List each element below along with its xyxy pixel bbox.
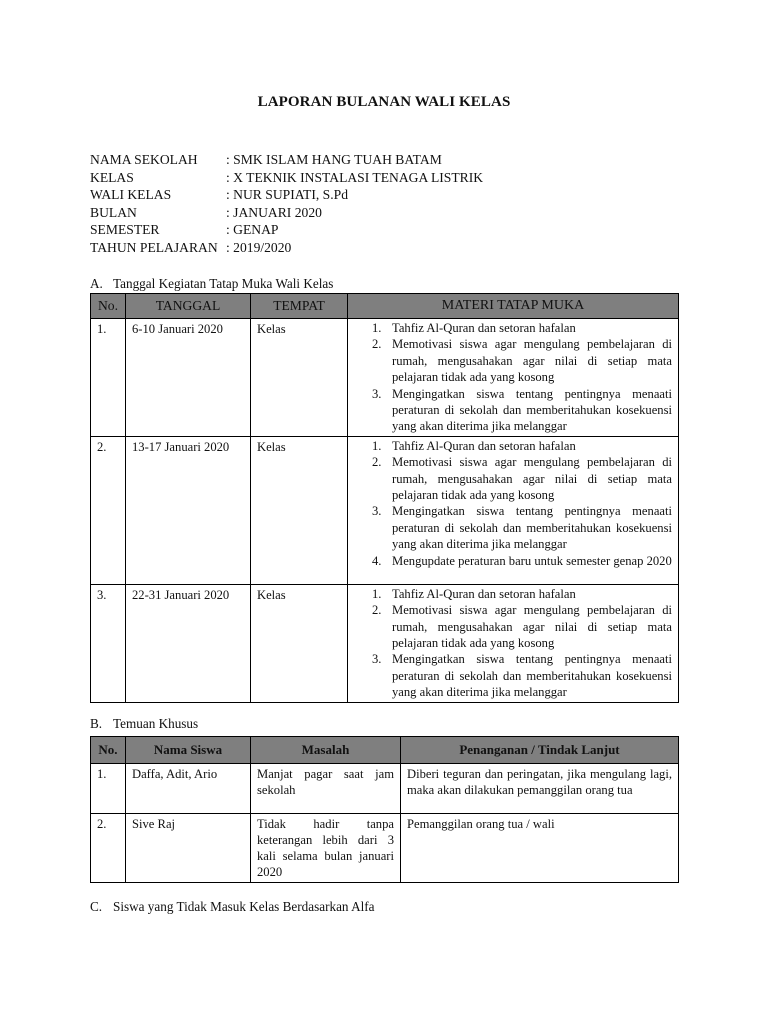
- list-text: Mengingatkan siswa tentang pentingnya menaati peraturan di sekolah dan memberitahukan kosekuensi yang akan diterima jika melanggar: [392, 652, 672, 700]
- header-material: MATERI TATAP MUKA: [348, 294, 679, 319]
- table-row: [91, 319, 679, 437]
- list-number: 2.: [372, 337, 382, 352]
- info-label: WALI KELAS: [90, 187, 172, 202]
- list-number: 3.: [372, 386, 382, 401]
- section-b-heading: [90, 716, 198, 732]
- row-material: [348, 436, 679, 584]
- list-number: 1.: [372, 321, 382, 335]
- list-item: [368, 454, 672, 503]
- list-number: 2.: [372, 455, 382, 470]
- material-list: [368, 586, 672, 701]
- section-title: Siswa yang Tidak Masuk Kelas Berdasarkan Alfa: [113, 899, 375, 914]
- header-date: TANGGAL: [126, 294, 251, 319]
- info-label: NAMA SEKOLAH: [90, 152, 198, 167]
- section-letter: B.: [90, 716, 103, 731]
- info-label: BULAN: [90, 204, 137, 220]
- info-row-school-year: [90, 239, 483, 257]
- info-value: : X TEKNIK INSTALASI TENAGA LISTRIK: [226, 169, 484, 185]
- row-problem: Manjat pagar saat jam sekolah: [251, 764, 401, 814]
- section-a-heading: [90, 276, 333, 292]
- row-date: 6-10 Januari 2020: [126, 319, 251, 437]
- table-row: [91, 764, 679, 814]
- row-problem: Tidak hadir tanpa keterangan lebih dari 3 kali selama bulan januari 2020: [251, 814, 401, 883]
- info-value: : NUR SUPIATI, S.Pd: [226, 187, 348, 202]
- school-info: [90, 151, 483, 256]
- header-student-name: Nama Siswa: [126, 737, 251, 764]
- list-item: [368, 438, 672, 454]
- table-header-row: [91, 737, 679, 764]
- table-row: [91, 814, 679, 883]
- row-number: 3.: [91, 584, 126, 702]
- list-text: Tahfiz Al-Quran dan setoran hafalan: [392, 321, 576, 335]
- list-number: 1.: [372, 586, 382, 601]
- list-item: [368, 586, 672, 602]
- info-row-class: [90, 169, 483, 187]
- list-number: 2.: [372, 603, 382, 618]
- section-letter: A.: [90, 276, 103, 291]
- header-no: No.: [91, 294, 126, 319]
- list-number: 1.: [372, 438, 382, 453]
- material-list: [368, 320, 672, 435]
- list-number: 4.: [372, 553, 382, 568]
- header-problem: Masalah: [251, 737, 401, 764]
- info-row-month: [90, 204, 483, 222]
- info-label: TAHUN PELAJARAN: [90, 239, 218, 255]
- row-number: 2.: [91, 814, 126, 883]
- info-row-homeroom-teacher: [90, 186, 483, 204]
- row-number: 2.: [91, 436, 126, 584]
- row-material: [348, 319, 679, 437]
- table-header-row: [91, 294, 679, 319]
- material-list: [368, 438, 672, 569]
- info-value: : JANUARI 2020: [226, 204, 322, 220]
- list-text: Memotivasi siswa agar mengulang pembelajaran di rumah, mengusahakan agar nilai di setiap mata pelajaran tidak ada yang kosong: [392, 603, 672, 651]
- list-number: 3.: [372, 504, 382, 519]
- list-text: Mengingatkan siswa tentang pentingnya menaati peraturan di sekolah dan memberitahukan kosekuensi yang akan diterima jika melanggar: [392, 386, 672, 434]
- row-place: Kelas: [251, 319, 348, 437]
- section-c-heading: [90, 899, 375, 915]
- header-no: No.: [91, 737, 126, 764]
- row-number: 1.: [91, 319, 126, 437]
- row-date: 13-17 Januari 2020: [126, 436, 251, 584]
- info-label: SEMESTER: [90, 222, 160, 237]
- info-row-semester: [90, 221, 483, 239]
- info-value: : GENAP: [226, 222, 279, 237]
- row-place: Kelas: [251, 584, 348, 702]
- meeting-schedule-table: [90, 293, 679, 703]
- list-text: Memotivasi siswa agar mengulang pembelajaran di rumah, mengusahakan agar nilai di setiap mata pelajaran tidak ada yang kosong: [392, 337, 672, 385]
- list-item: [368, 336, 672, 385]
- info-value: : SMK ISLAM HANG TUAH BATAM: [226, 152, 442, 167]
- header-follow-up: Penanganan / Tindak Lanjut: [401, 737, 679, 764]
- list-text: Mengupdate peraturan baru untuk semester genap 2020: [392, 553, 672, 568]
- section-title: Tanggal Kegiatan Tatap Muka Wali Kelas: [113, 276, 334, 291]
- table-row: [91, 436, 679, 584]
- info-row-school: [90, 151, 483, 169]
- row-material: [348, 584, 679, 702]
- list-item: [368, 503, 672, 552]
- list-item: [368, 386, 672, 435]
- list-number: 3.: [372, 652, 382, 667]
- row-follow-up: Pemanggilan orang tua / wali: [401, 814, 679, 883]
- row-date: 22-31 Januari 2020: [126, 584, 251, 702]
- row-student-name: Sive Raj: [126, 814, 251, 883]
- list-text: Tahfiz Al-Quran dan setoran hafalan: [392, 586, 576, 601]
- row-number: 1.: [91, 764, 126, 814]
- list-text: Memotivasi siswa agar mengulang pembelajaran di rumah, mengusahakan agar nilai di setiap mata pelajaran tidak ada yang kosong: [392, 455, 672, 503]
- list-item: [368, 320, 672, 336]
- report-title: LAPORAN BULANAN WALI KELAS: [257, 94, 511, 110]
- list-text: Mengingatkan siswa tentang pentingnya menaati peraturan di sekolah dan memberitahukan kosekuensi yang akan diterima jika melanggar: [392, 504, 672, 552]
- list-text: Tahfiz Al-Quran dan setoran hafalan: [392, 438, 576, 453]
- section-letter: C.: [90, 899, 103, 914]
- list-item: [368, 602, 672, 651]
- row-follow-up: Diberi teguran dan peringatan, jika mengulang lagi, maka akan dilakukan pemanggilan orang tua: [401, 764, 679, 814]
- list-item: [368, 553, 672, 569]
- info-value: : 2019/2020: [226, 239, 292, 255]
- header-place: TEMPAT: [251, 294, 348, 319]
- table-row: [91, 584, 679, 702]
- row-place: Kelas: [251, 436, 348, 584]
- info-label: KELAS: [90, 169, 134, 185]
- row-student-name: Daffa, Adit, Ario: [126, 764, 251, 814]
- section-title: Temuan Khusus: [113, 716, 199, 731]
- list-item: [368, 651, 672, 700]
- special-findings-table: [90, 736, 679, 883]
